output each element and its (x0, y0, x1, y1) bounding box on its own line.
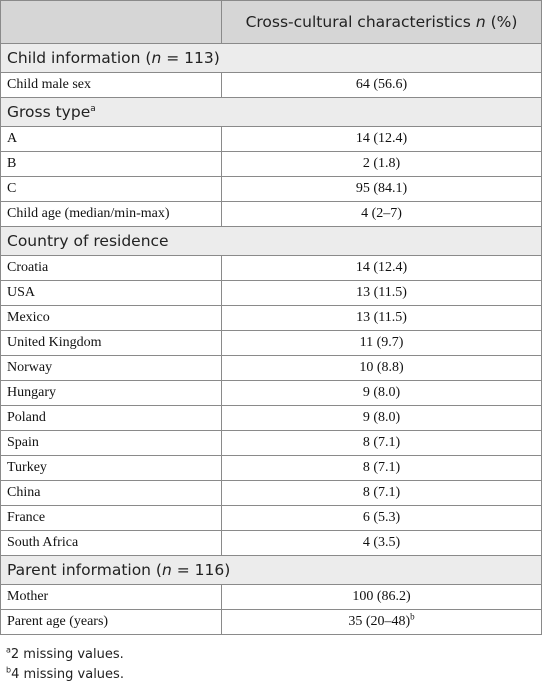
row-value: 8 (7.1) (222, 431, 542, 456)
table-row (1, 152, 542, 177)
row-value: 95 (84.1) (222, 177, 542, 202)
table-row (1, 531, 542, 556)
row-value: 9 (8.0) (222, 406, 542, 431)
row-label: Turkey (1, 456, 222, 481)
row-label: Mother (1, 585, 222, 610)
row-value: 10 (8.8) (222, 356, 542, 381)
row-value: 11 (9.7) (222, 331, 542, 356)
row-label: USA (1, 281, 222, 306)
table-row (1, 585, 542, 610)
header-empty-cell (1, 1, 222, 44)
row-label: Norway (1, 356, 222, 381)
row-label: France (1, 506, 222, 531)
table-row (1, 381, 542, 406)
section-child-information: Child information (n = 113) (1, 44, 542, 73)
row-value: 14 (12.4) (222, 256, 542, 281)
row-value: 6 (5.3) (222, 506, 542, 531)
table-row (1, 73, 542, 98)
row-value: 9 (8.0) (222, 381, 542, 406)
row-label: B (1, 152, 222, 177)
row-label: United Kingdom (1, 331, 222, 356)
table-row (1, 177, 542, 202)
table-row (1, 331, 542, 356)
footnote-a: $^a$2 missing values. (6, 645, 124, 662)
row-value: 4 (2–7) (222, 202, 542, 227)
table-row (1, 431, 542, 456)
table-row (1, 256, 542, 281)
section-gross-type: Gross type$^a$ (1, 98, 542, 127)
table-row (1, 306, 542, 331)
table-header-row (1, 1, 542, 44)
row-label: Poland (1, 406, 222, 431)
footnote-marker: a (90, 103, 96, 114)
table-row (1, 456, 542, 481)
row-label: Spain (1, 431, 222, 456)
row-label: China (1, 481, 222, 506)
section-country-of-residence: Country of residence (1, 227, 542, 256)
table-row (1, 610, 542, 635)
row-value: 8 (7.1) (222, 456, 542, 481)
table-row (1, 202, 542, 227)
table-row (1, 281, 542, 306)
row-value: 64 (56.6) (222, 73, 542, 98)
row-label: C (1, 177, 222, 202)
header-characteristics: Cross-cultural characteristics n (%) (222, 1, 542, 44)
footnote-b: $^b$4 missing values. (6, 665, 124, 682)
footnote-marker: b (410, 611, 415, 622)
row-value: 35 $(20-48)^b$ (222, 610, 542, 635)
row-value: 2 (1.8) (222, 152, 542, 177)
row-label: Croatia (1, 256, 222, 281)
row-label: Mexico (1, 306, 222, 331)
row-label: Child age (median/min-max) (1, 202, 222, 227)
table-footnotes (6, 645, 124, 685)
row-label: South Africa (1, 531, 222, 556)
row-label: A (1, 127, 222, 152)
row-label: Child male sex (1, 73, 222, 98)
table-row (1, 506, 542, 531)
row-value: 13 (11.5) (222, 281, 542, 306)
row-value: 4 (3.5) (222, 531, 542, 556)
row-value: 14 (12.4) (222, 127, 542, 152)
row-label: Hungary (1, 381, 222, 406)
table-row (1, 406, 542, 431)
row-value: 8 (7.1) (222, 481, 542, 506)
table-row (1, 127, 542, 152)
section-parent-information: Parent information (n = 116) (1, 556, 542, 585)
row-value: 100 (86.2) (222, 585, 542, 610)
row-value: 13 (11.5) (222, 306, 542, 331)
row-label: Parent age (years) (1, 610, 222, 635)
table-row (1, 481, 542, 506)
table-row (1, 356, 542, 381)
